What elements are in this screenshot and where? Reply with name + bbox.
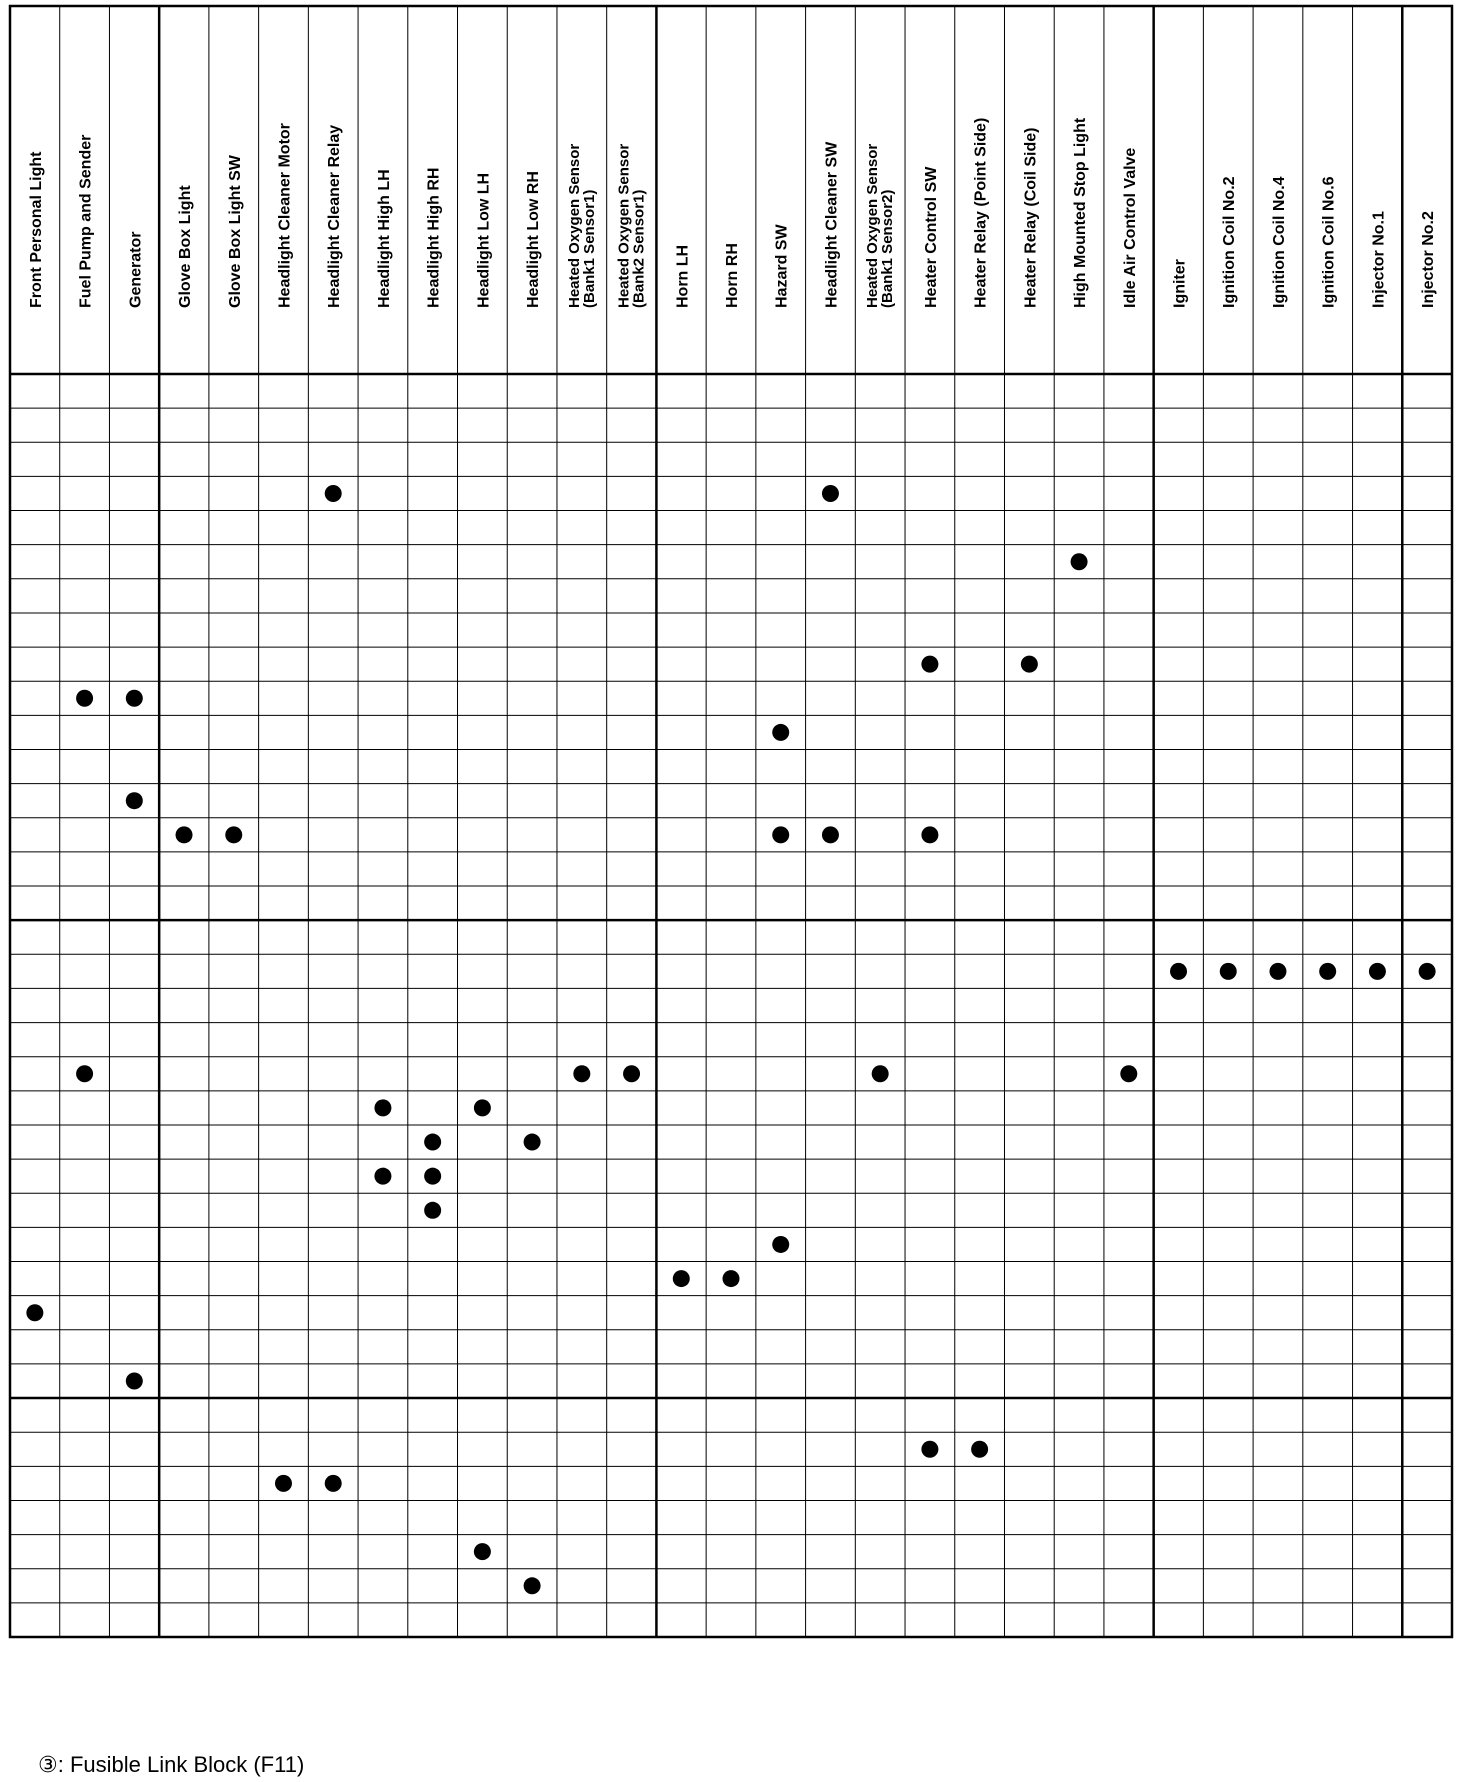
connection-dot (1369, 963, 1386, 980)
connection-dot (374, 1168, 391, 1185)
column-header-18: Heater Control SW (922, 166, 940, 308)
column-header-17: Heated Oxygen Sensor (864, 143, 882, 308)
connection-dot (822, 485, 839, 502)
column-header-4: Glove Box Light SW (226, 155, 244, 308)
column-header-22: Idle Air Control Valve (1121, 147, 1139, 308)
connection-dot (772, 826, 789, 843)
column-header-25: Ignition Coil No.4 (1270, 176, 1288, 308)
connection-dot (1269, 963, 1286, 980)
column-header-2: Generator (127, 231, 145, 308)
column-header-23: Igniter (1171, 259, 1189, 308)
connection-dot (1120, 1065, 1137, 1082)
connection-dot (275, 1475, 292, 1492)
connection-dot (921, 1441, 938, 1458)
connection-dot (1220, 963, 1237, 980)
column-header-15: Hazard SW (773, 224, 791, 308)
connection-dot (1170, 963, 1187, 980)
column-header-0: Front Personal Light (27, 151, 45, 308)
connection-dot (474, 1543, 491, 1560)
column-header-12: Heated Oxygen Sensor (615, 143, 633, 308)
column-header-19: Heater Relay (Point Side) (972, 117, 990, 308)
column-header-1: Fuel Pump and Sender (77, 134, 95, 308)
connection-dot (424, 1202, 441, 1219)
column-header-28: Injector No.2 (1420, 211, 1438, 308)
column-header-6: Headlight Cleaner Relay (326, 124, 344, 308)
connection-dot (225, 826, 242, 843)
connection-dot (424, 1134, 441, 1151)
column-headers (28, 117, 1437, 308)
connection-dot (474, 1099, 491, 1116)
connection-dot (1419, 963, 1436, 980)
connection-dot (573, 1065, 590, 1082)
connection-dot (1021, 656, 1038, 673)
connection-dot (524, 1134, 541, 1151)
connection-dot (872, 1065, 889, 1082)
column-header-13: Horn LH (674, 244, 692, 308)
connection-dots (26, 485, 1435, 1594)
column-header-24: Ignition Coil No.2 (1221, 176, 1239, 308)
column-header-21: High Mounted Stop Light (1072, 117, 1090, 308)
connection-dot (176, 826, 193, 843)
connection-dot (26, 1304, 43, 1321)
connection-dot (1071, 553, 1088, 570)
connection-dot (126, 1372, 143, 1389)
column-header-17-sub: (Bank1 Sensor2) (879, 189, 897, 308)
column-header-3: Glove Box Light (177, 185, 195, 308)
connection-dot (1319, 963, 1336, 980)
connection-dot (76, 1065, 93, 1082)
connection-dot (772, 724, 789, 741)
connection-dot (76, 690, 93, 707)
column-header-8: Headlight High RH (425, 167, 443, 308)
connection-dot (921, 656, 938, 673)
connection-dot (623, 1065, 640, 1082)
column-header-16: Headlight Cleaner SW (823, 141, 841, 308)
column-header-12-sub: (Bank2 Sensor1) (630, 189, 648, 308)
connection-dot (524, 1577, 541, 1594)
connection-dot (325, 1475, 342, 1492)
column-header-27: Injector No.1 (1370, 211, 1388, 308)
column-header-10: Headlight Low RH (525, 171, 543, 308)
connection-dot (971, 1441, 988, 1458)
connection-dot (921, 826, 938, 843)
connection-dot (126, 792, 143, 809)
connection-dot (772, 1236, 789, 1253)
column-header-5: Headlight Cleaner Motor (276, 123, 294, 308)
connection-dot (374, 1099, 391, 1116)
column-header-7: Headlight High LH (375, 169, 393, 308)
column-header-26: Ignition Coil No.6 (1320, 176, 1338, 308)
column-header-11-sub: (Bank1 Sensor1) (580, 189, 598, 308)
connection-dot (325, 485, 342, 502)
column-header-11: Heated Oxygen Sensor (565, 143, 583, 308)
column-header-14: Horn RH (724, 243, 741, 308)
column-header-9: Headlight Low LH (475, 172, 493, 308)
fusible-link-block-caption: ③: Fusible Link Block (F11) (38, 1752, 305, 1777)
connection-dot (126, 690, 143, 707)
column-header-20: Heater Relay (Coil Side) (1022, 127, 1040, 308)
connection-dot (424, 1168, 441, 1185)
connection-dot (723, 1270, 740, 1287)
connection-dot (822, 826, 839, 843)
connection-dot (673, 1270, 690, 1287)
